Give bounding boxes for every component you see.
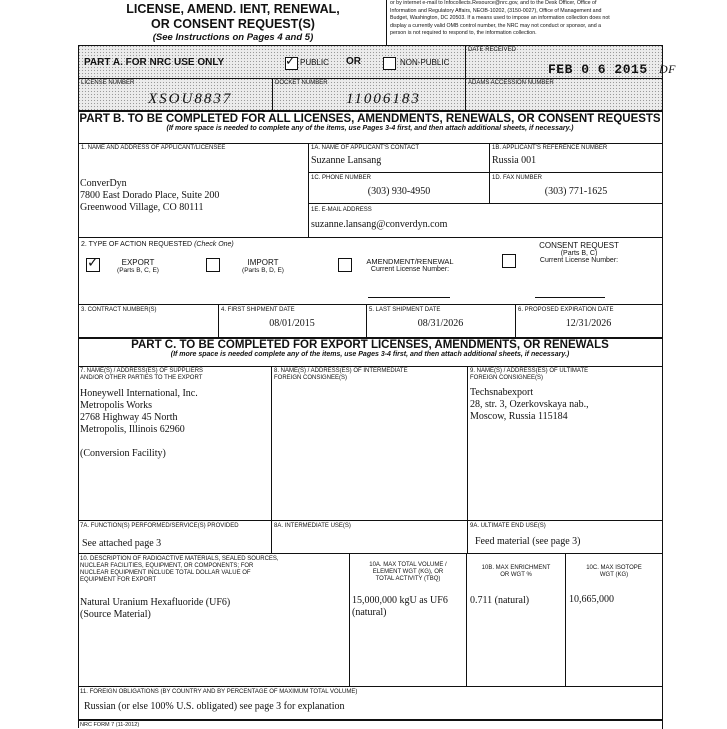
burden-statement [390, 0, 665, 38]
import-label: IMPORT [247, 258, 279, 267]
header-divider [386, 0, 387, 45]
part-b-title: PART B. TO BE COMPLETED FOR ALL LICENSES, AMENDMENTS, RENEWALS, OR CONSENT REQUESTS [79, 113, 661, 125]
applicant-name-address[interactable]: ConverDyn 7800 East Dorado Place, Suite 200 Greenwood Village, CO 80111 [80, 178, 220, 213]
date-received-stamp [548, 62, 676, 77]
field-1b-label: 1B. APPLICANT'S REFERENCE NUMBER [492, 145, 608, 151]
form-number: NRC FORM 7 (11-2012) [80, 722, 140, 728]
part-c-subtitle: (If more space is needed complete any of the items, use Pages 3-4 first, and then attach additional sheets, if necessary.) [170, 351, 570, 358]
nonpublic-checkbox[interactable] [383, 57, 396, 70]
amendment-checkbox[interactable] [338, 258, 352, 272]
adams-accession-label: ADAMS ACCESSION NUMBER [468, 80, 554, 86]
export-check-mark: ✓ [87, 255, 99, 271]
license-number-label: LICENSE NUMBER [81, 80, 135, 86]
field-1c-label: 1C. PHONE NUMBER [311, 175, 372, 181]
part-a-label: PART A. FOR NRC USE ONLY [84, 57, 225, 68]
field-6-label: 6. PROPOSED EXPIRATION DATE [518, 307, 614, 313]
phone-number[interactable]: (303) 930-4950 [367, 186, 431, 197]
max-isotope-weight[interactable]: 10,665,000 [569, 594, 614, 605]
import-parts: (Parts B, D, E) [242, 267, 284, 274]
form-title-line2: OR CONSENT REQUEST(S) [151, 17, 315, 31]
field-8a-label: 8A. INTERMEDIATE USE(S) [274, 523, 351, 529]
field-9-label: 9. NAME(S) / ADDRESS(ES) OF ULTIMATE FOREIGN CONSIGNEE(S) [470, 368, 589, 381]
material-description[interactable]: Natural Uranium Hexafluoride (UF6) (Source Material) [80, 597, 231, 620]
field-2-note: (Check One) [194, 241, 234, 248]
consent-label: CONSENT REQUEST [539, 241, 619, 250]
amendment-sub: Current License Number: [370, 266, 450, 273]
export-label: EXPORT [121, 258, 155, 267]
ultimate-consignee-address[interactable]: Techsnabexport 28, str. 3, Ozerkovskaya nab., Moscow, Russia 115184 [470, 387, 589, 422]
part-b-header [78, 113, 662, 132]
field-10a-label: 10A. MAX TOTAL VOLUME / ELEMENT WGT (KG), OR TOTAL ACTIVITY (TBQ) [369, 562, 447, 582]
ultimate-end-use[interactable]: Feed material (see page 3) [475, 536, 581, 547]
export-option [103, 258, 173, 274]
date-initials: DF [658, 62, 676, 76]
field-1-label: 1. NAME AND ADDRESS OF APPLICANT/LICENSEE [81, 145, 226, 151]
or-label: OR [346, 56, 361, 67]
first-shipment-date[interactable]: 08/01/2015 [269, 318, 315, 329]
field-3-label: 3. CONTRACT NUMBER(S) [81, 307, 157, 313]
max-total-volume[interactable]: 15,000,000 kgU as UF6 (natural) [352, 595, 448, 618]
field-9a-label: 9A. ULTIMATE END USE(S) [470, 523, 546, 529]
suppliers-address[interactable]: Honeywell International, Inc. Metropolis Works 2768 Highway 45 North Metropolis, Illinois 62960 (Conversion Facility) [80, 388, 198, 459]
field-1a-label: 1A. NAME OF APPLICANT'S CONTACT [311, 145, 420, 151]
fax-number[interactable]: (303) 771-1625 [544, 186, 608, 197]
burden-line: display a currently valid OMB control number, the NRC may not conduct or sponsor, and a [390, 22, 602, 29]
docket-number-value: 11006183 [346, 91, 421, 107]
burden-line: person is not required to respond to, the information collection. [390, 30, 537, 37]
docket-number-label: DOCKET NUMBER [275, 80, 328, 86]
applicant-reference-number[interactable]: Russia 001 [492, 155, 537, 166]
last-shipment-date[interactable]: 08/31/2026 [417, 318, 464, 329]
export-parts: (Parts B, C, E) [117, 267, 159, 274]
field-5-label: 5. LAST SHIPMENT DATE [369, 307, 441, 313]
part-c-header [78, 339, 662, 358]
consent-sub: Current License Number: [539, 257, 619, 264]
field-2-label [81, 241, 234, 248]
field-11-label: 11. FOREIGN OBLIGATIONS (BY COUNTRY AND BY PERCENTAGE OF MAXIMUM TOTAL VOLUME) [80, 689, 358, 695]
field-1d-label: 1D. FAX NUMBER [492, 175, 543, 181]
field-7a-label: 7A. FUNCTION(S) PERFORMED/SERVICE(S) PROVIDED [80, 523, 239, 529]
form-title-line1: LICENSE, AMEND. IENT, RENEWAL, [126, 2, 340, 16]
license-number-value: XSOU8837 [148, 91, 233, 107]
consent-parts: (Parts B, C) [560, 250, 598, 257]
field-2-text: 2. TYPE OF ACTION REQUESTED [81, 241, 193, 248]
date-received-label: DATE RECEIVED [468, 47, 516, 53]
import-option [225, 258, 301, 274]
import-checkbox[interactable] [206, 258, 220, 272]
part-c-title: PART C. TO BE COMPLETED FOR EXPORT LICENSES, AMENDMENTS, OR RENEWALS [131, 339, 609, 351]
public-label: PUBLIC [300, 58, 329, 67]
burden-line: Information and Regulatory Affairs, NEOB-10202, (3150-0027), Office of Management and [390, 7, 602, 14]
form-instructions-note: (See Instructions on Pages 4 and 5) [152, 32, 314, 43]
foreign-obligations[interactable]: Russian (or else 100% U.S. obligated) see page 3 for explanation [84, 701, 345, 712]
applicant-contact[interactable]: Suzanne Lansang [311, 155, 382, 166]
field-10b-label: 10B. MAX ENRICHMENT OR WGT % [481, 565, 551, 578]
function-performed[interactable]: See attached page 3 [82, 538, 162, 549]
form-title [80, 2, 386, 44]
burden-line: or by internet e-mail to Infocollects.Resource@nrc.gov, and to the Desk Officer, Office of [390, 0, 597, 6]
field-1e-label: 1E. E-MAIL ADDRESS [311, 207, 372, 213]
part-b-subtitle: (If more space is needed to complete any of the items, use Pages 3-4 first, and then attach additional sheets, if necessary.) [166, 125, 574, 132]
field-8-label: 8. NAME(S) / ADDRESS(ES) OF INTERMEDIATE FOREIGN CONSIGNEE(S) [274, 368, 408, 381]
date-received-value: FEB 0 6 2015 [548, 62, 648, 77]
consent-checkbox[interactable] [502, 254, 516, 268]
field-10-label: 10. DESCRIPTION OF RADIOACTIVE MATERIALS, SEALED SOURCES, NUCLEAR FACILITIES, EQUIPMENT, OR COMPONENTS; FOR NUCLEAR EQUIPMENT INCLUDE TOTAL DOLLAR VALUE OF EQUIPMENT FOR EXPORT [80, 556, 279, 583]
field-10c-label: 10C. MAX ISOTOPE WGT (KG) [586, 565, 642, 578]
email-address[interactable]: suzanne.lansang@converdyn.com [311, 219, 448, 230]
consent-option [527, 241, 631, 264]
nonpublic-label: NON-PUBLIC [400, 58, 450, 67]
max-enrichment[interactable]: 0.711 (natural) [470, 595, 530, 606]
field-4-label: 4. FIRST SHIPMENT DATE [221, 307, 295, 313]
amendment-option [360, 257, 460, 273]
public-check-mark: ✓ [285, 54, 296, 69]
amendment-label: AMENDMENT/RENEWAL [366, 257, 454, 266]
burden-line: Budget, Washington, DC 20503. If a means used to impose an information collection does not [390, 15, 610, 22]
proposed-expiration-date[interactable]: 12/31/2026 [565, 318, 612, 329]
field-7-label: 7. NAME(S) / ADDRESS(ES) OF SUPPLIERS AND/OR OTHER PARTIES TO THE EXPORT [80, 368, 204, 381]
